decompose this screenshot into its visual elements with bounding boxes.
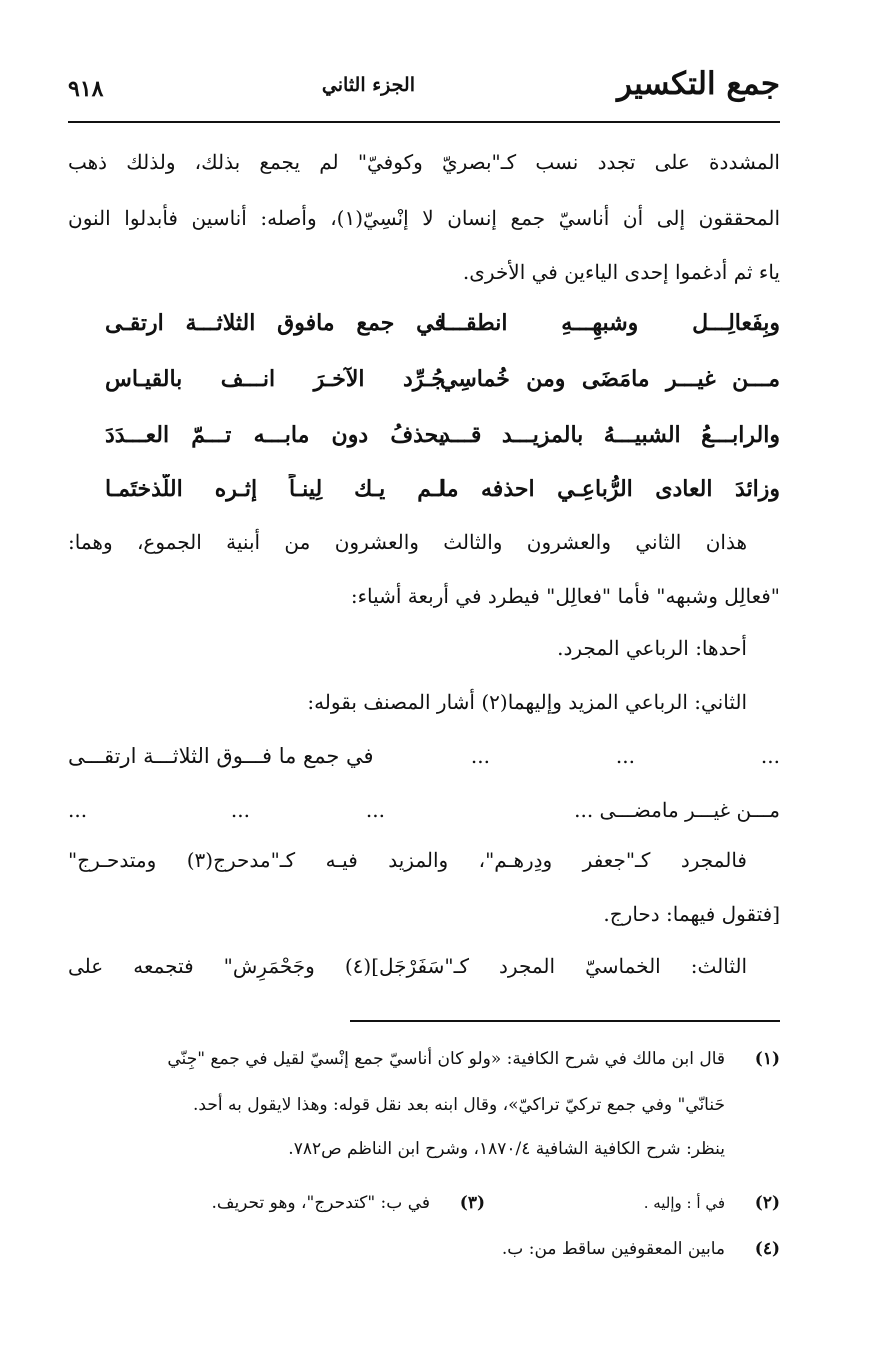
ellipsis: ... <box>760 744 780 768</box>
footnote-1-number: (١) <box>754 1049 780 1069</box>
footnote-3-text: في ب: "كتدحرج"، وهو تحريف. <box>211 1193 430 1213</box>
footnote-2-text: في أ : وإليه . <box>643 1194 725 1212</box>
verse-2-first-half: مـــن غيـــر مامَضَى ومن خُماسِي <box>440 366 780 392</box>
body-line-13: الثالث: الخماسيّ المجرد كـ"سَفَرْجَل](٤) وجَحْمَرِش" فتجمعه على <box>68 954 747 978</box>
footnote-1-line-3: ينظر: شرح الكافية الشافية ١٨٧٠/٤، وشرح ابن الناظم ص٧٨٢. <box>288 1139 725 1159</box>
ellipsis: ... <box>615 744 635 768</box>
verse-4-first-half: وزائدَ العادى الرُّباعِـي احذفه ما <box>440 476 780 502</box>
quoted-hemistich: مـــن غيـــر مامضـــى ... <box>574 798 780 822</box>
ellipsis: ... <box>230 798 250 822</box>
body-line-5: هذان الثاني والعشرون والثالث والعشرون من أبنية الجموع، وهما: <box>68 530 747 554</box>
quote-line-2 <box>68 796 780 826</box>
body-line-3: ياء ثم أدغموا إحدى الياءين في الأخرى. <box>462 260 780 284</box>
ellipsis: ... <box>68 798 88 822</box>
verse-1-first-half: وبِفَعالِـــل وشبهِـــهِ انطقـــا <box>440 310 780 336</box>
footnote-2-number: (٢) <box>754 1193 780 1213</box>
body-line-12: [فتقول فيهما: دحارج. <box>603 902 780 926</box>
body-line-2: المحققون إلى أن أناسيّ جمع إنسان لا إنْسِيّ(١)، وأصله: أناسين فأبدلوا النون <box>68 206 780 230</box>
verse-4-second-half: لـم يـك لِينـاً إثـره اللّذختَمـا <box>105 476 445 502</box>
ellipsis: ... <box>365 798 385 822</box>
body-line-6: "فعالِل وشبهه" فأما "فعالِل" فيطرد في أربعة أشياء: <box>350 584 780 608</box>
footnote-1-line-2: حَنانّي" وفي جمع تركيّ تراكيّ»، وقال ابنه بعد نقل قوله: وهذا لايقول به أحد. <box>193 1095 725 1115</box>
verse-2-second-half: جُـرِّد الآخـرَ انـــف بالقيـاس <box>105 366 445 392</box>
footnote-4-text: مابين المعقوفين ساقط من: ب. <box>501 1239 725 1259</box>
footnote-1-line-1: قال ابن مالك في شرح الكافية: «ولو كان أناسيّ جمع إنْسيّ لقيل في جمع "جِنّي <box>167 1049 725 1069</box>
volume-label: الجزء الثاني <box>321 74 415 96</box>
footnote-3-number: (٣) <box>459 1193 485 1213</box>
ellipsis: ... <box>470 744 490 768</box>
page-header <box>68 66 780 114</box>
page-number: ٩١٨ <box>68 76 104 102</box>
verse-3-second-half: يحذفُ دون مابـــه تـــمّ العـــدَدَ <box>105 422 445 448</box>
body-line-7: أحدها: الرباعي المجرد. <box>557 636 747 660</box>
verse-3-first-half: والرابـــعُ الشبيـــهُ بالمزيـــد قـــد <box>440 422 780 448</box>
footnote-4-number: (٤) <box>754 1239 780 1259</box>
footnote-rule <box>350 1020 780 1022</box>
quoted-hemistich: في جمع ما فـــوق الثلاثـــة ارتقـــى <box>68 744 374 768</box>
verse-1-second-half: في جمع مافوق الثلاثـــة ارتقـى <box>105 310 445 336</box>
body-line-11: فالمجرد كـ"جعفر ودِرهـم"، والمزيد فيـه كـ"مدحرج(٣) ومتدحـرج" <box>68 848 747 872</box>
body-line-8: الثاني: الرباعي المزيد وإليهما(٢) أشار المصنف بقوله: <box>307 690 747 714</box>
header-rule <box>68 121 780 123</box>
chapter-title: جمع التكسير <box>616 66 780 102</box>
body-line-1: المشددة على تجدد نسب كـ"بصريّ وكوفيّ" لم يجمع بذلك، ولذلك ذهب <box>68 150 780 174</box>
quote-line-1 <box>68 742 780 772</box>
